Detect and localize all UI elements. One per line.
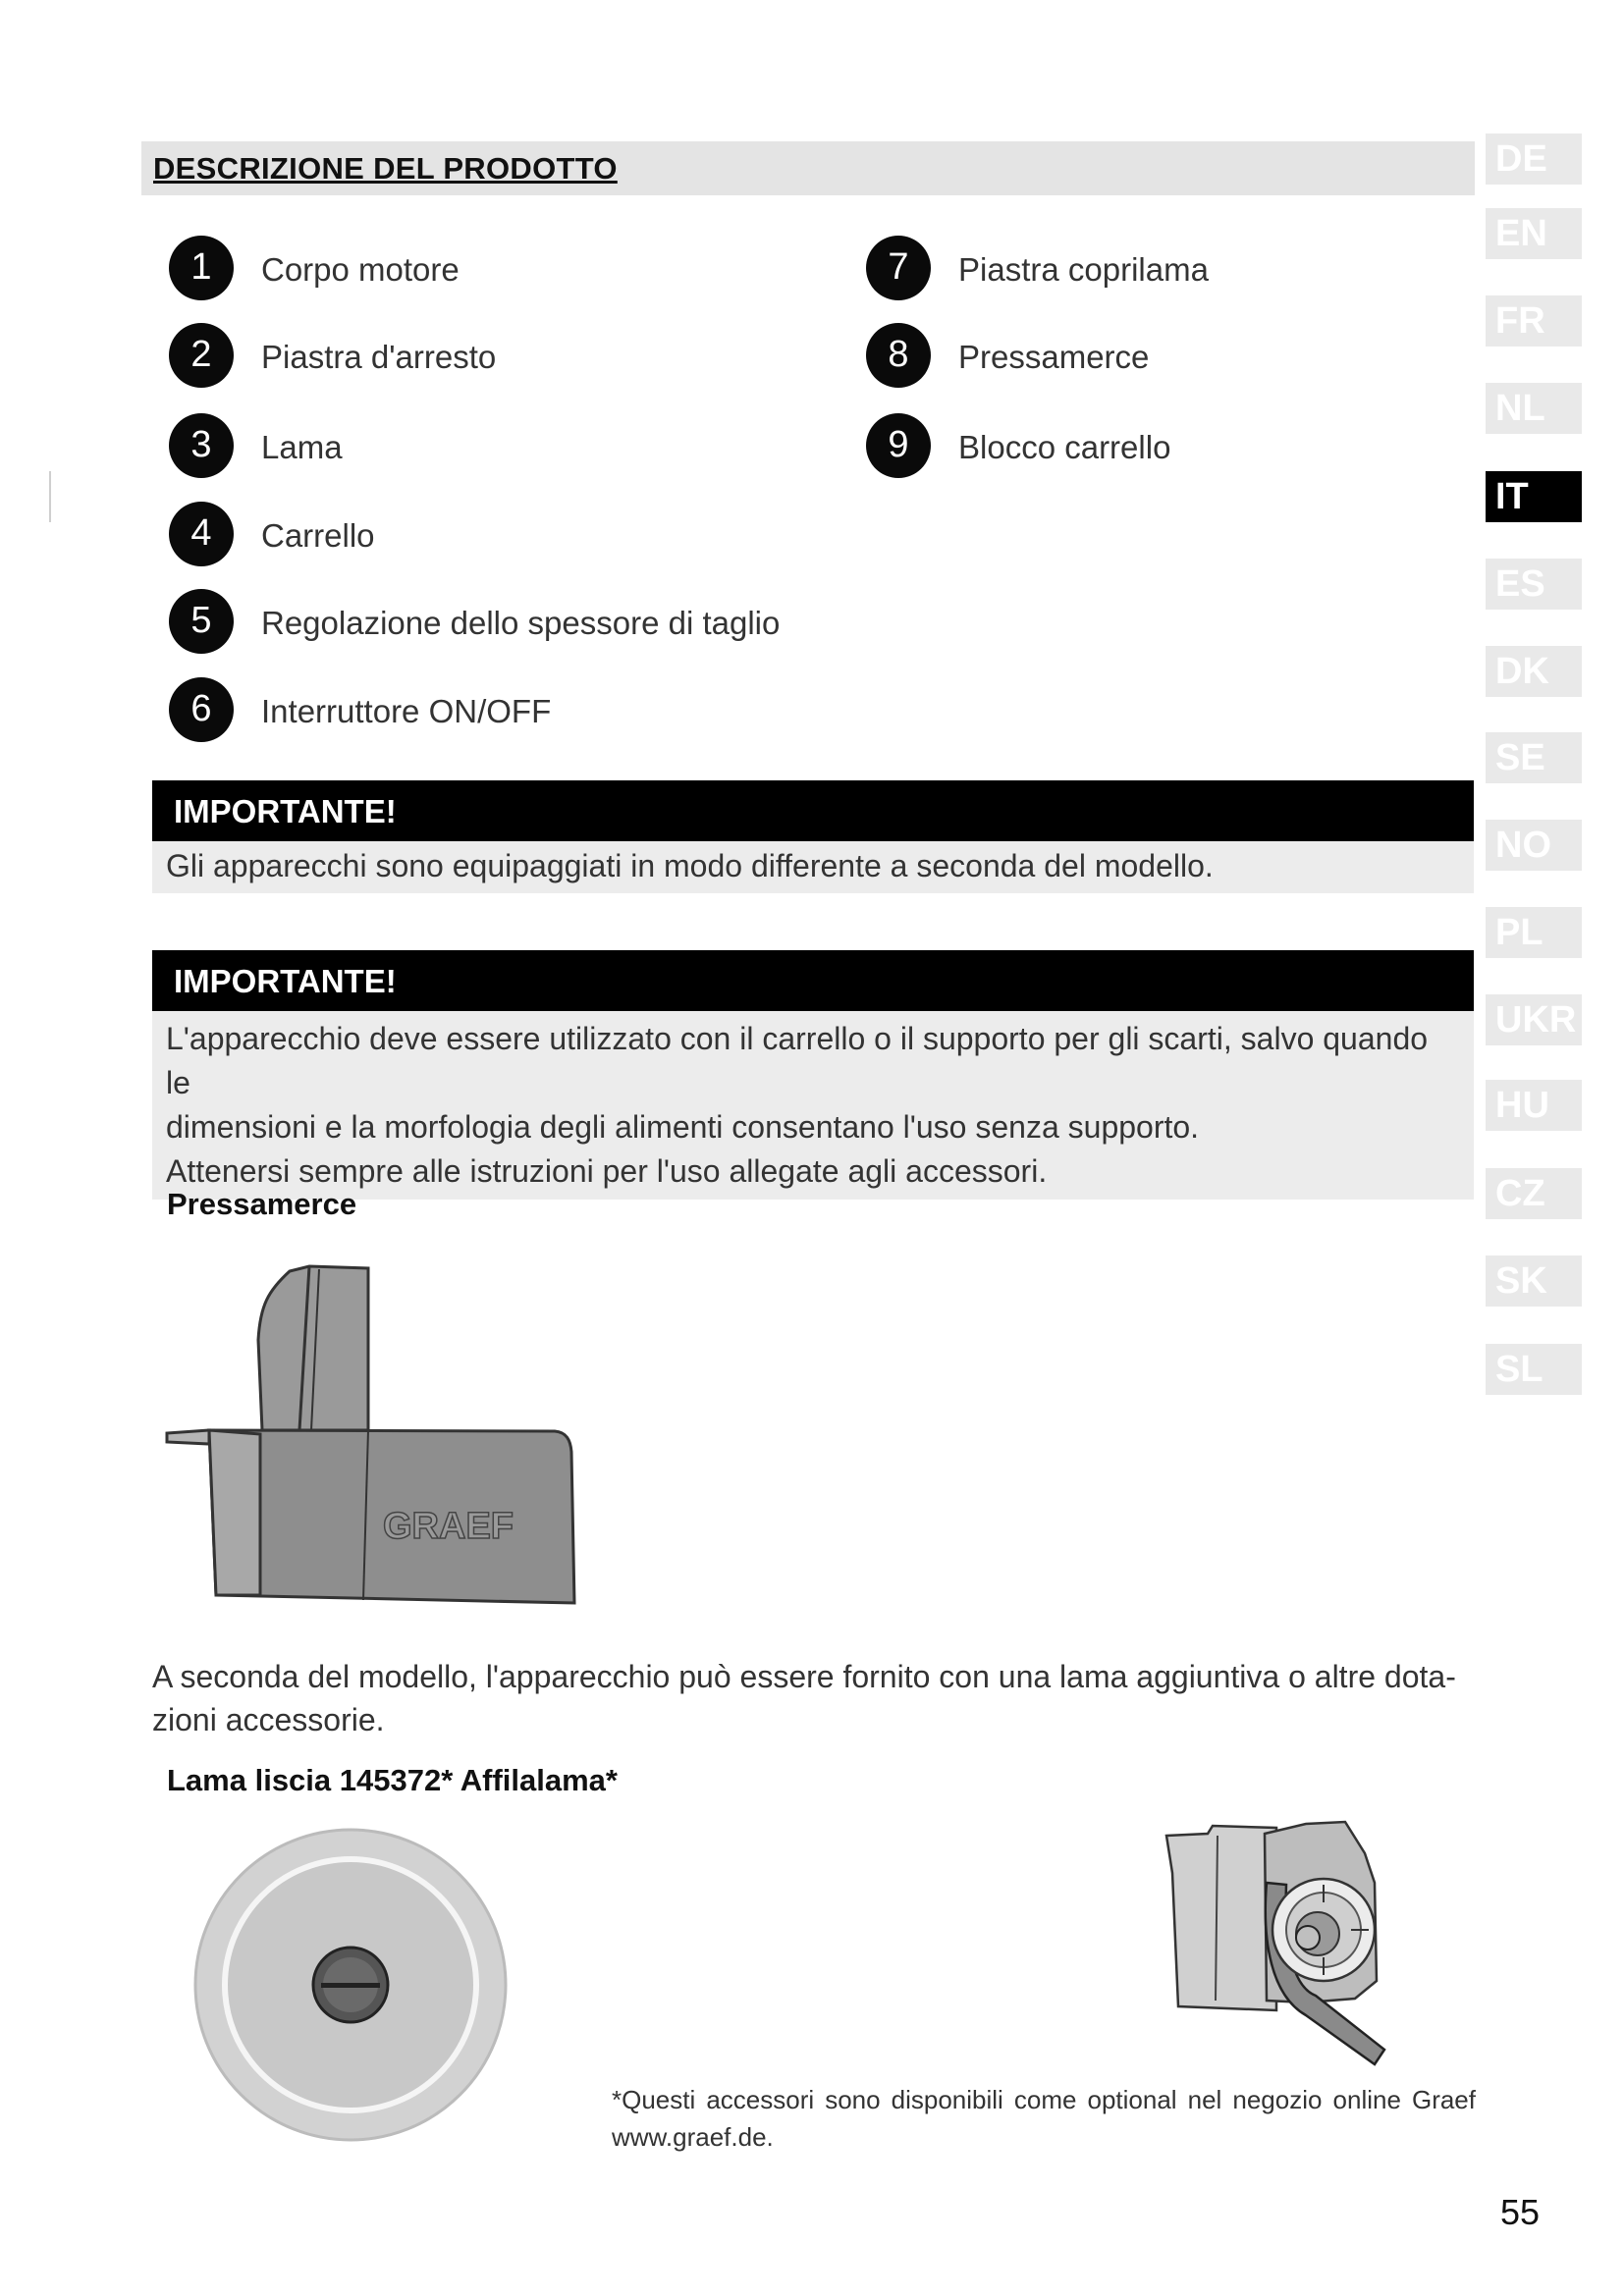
section-header (141, 141, 1475, 195)
part-label: Corpo motore (261, 251, 460, 288)
footnote (612, 2081, 1476, 2156)
notice-line: dimensioni e la morfologia degli alimenti consentano l'uso senza supporto. (166, 1109, 1200, 1145)
lang-tab-dk[interactable]: DK (1486, 646, 1582, 697)
lang-tab-it[interactable]: IT (1486, 471, 1582, 522)
part-label: Regolazione dello spessore di taglio (261, 605, 781, 641)
part-label: Carrello (261, 517, 375, 554)
section-title: DESCRIZIONE DEL PRODOTTO (153, 151, 618, 186)
margin-mark (49, 471, 51, 522)
lang-tab-cz[interactable]: CZ (1486, 1168, 1582, 1219)
lang-tab-sk[interactable]: SK (1486, 1255, 1582, 1307)
lang-tab-es[interactable]: ES (1486, 559, 1582, 610)
number-badge: 1 (169, 236, 234, 300)
important-notice-2 (152, 950, 1474, 1200)
food-pusher-illustration (162, 1261, 594, 1605)
notice-title: IMPORTANTE! (152, 780, 1474, 841)
part-label: Pressamerce (958, 339, 1150, 375)
part-label: Interruttore ON/OFF (261, 693, 552, 729)
text-line: A seconda del modello, l'apparecchio può essere fornito con una lama aggiuntiva o altre dota- (152, 1659, 1456, 1694)
accessories-text (152, 1655, 1456, 1741)
part-label: Lama (261, 429, 343, 465)
number-badge: 2 (169, 323, 234, 388)
page-number: 55 (1500, 2192, 1541, 2232)
lang-tab-fr[interactable]: FR (1486, 295, 1582, 347)
notice-body (152, 1011, 1474, 1200)
number-badge: 5 (169, 589, 234, 654)
lang-tab-no[interactable]: NO (1486, 820, 1582, 871)
notice-body: Gli apparecchi sono equipaggiati in modo differente a seconda del modello. (152, 841, 1474, 893)
lang-tab-ukr[interactable]: UKR (1486, 994, 1582, 1045)
graef-logo: GRAEF (383, 1506, 514, 1547)
number-badge: 7 (866, 236, 931, 300)
footnote-link[interactable]: www.graef.de. (612, 2122, 774, 2152)
sharpener-illustration (1159, 1814, 1414, 2069)
lang-tab-en[interactable]: EN (1486, 208, 1582, 259)
footnote-line: *Questi accessori sono disponibili come optional nel negozio online Graef (612, 2085, 1476, 2114)
important-notice-1 (152, 780, 1474, 893)
lang-tab-sl[interactable]: SL (1486, 1344, 1582, 1395)
notice-title: IMPORTANTE! (152, 950, 1474, 1011)
part-label: Piastra coprilama (958, 251, 1209, 288)
lang-tab-hu[interactable]: HU (1486, 1080, 1582, 1131)
part-label: Blocco carrello (958, 429, 1171, 465)
lang-tab-pl[interactable]: PL (1486, 907, 1582, 958)
number-badge: 3 (169, 413, 234, 478)
number-badge: 6 (169, 677, 234, 742)
accessories-heading: Lama liscia 145372* Affilalama* (167, 1763, 618, 1797)
smooth-blade-illustration (191, 1823, 515, 2147)
number-badge: 8 (866, 323, 931, 388)
number-badge: 4 (169, 502, 234, 566)
text-line: zioni accessorie. (152, 1702, 385, 1737)
notice-line: Attenersi sempre alle istruzioni per l'uso allegate agli accessori. (166, 1153, 1048, 1189)
lang-tab-de[interactable]: DE (1486, 133, 1582, 185)
lang-tab-nl[interactable]: NL (1486, 383, 1582, 434)
lang-tab-se[interactable]: SE (1486, 732, 1582, 783)
pressamerce-heading: Pressamerce (167, 1187, 357, 1221)
number-badge: 9 (866, 413, 931, 478)
part-label: Piastra d'arresto (261, 339, 497, 375)
notice-line: L'apparecchio deve essere utilizzato con il carrello o il supporto per gli scarti, salvo quando le (166, 1021, 1429, 1100)
